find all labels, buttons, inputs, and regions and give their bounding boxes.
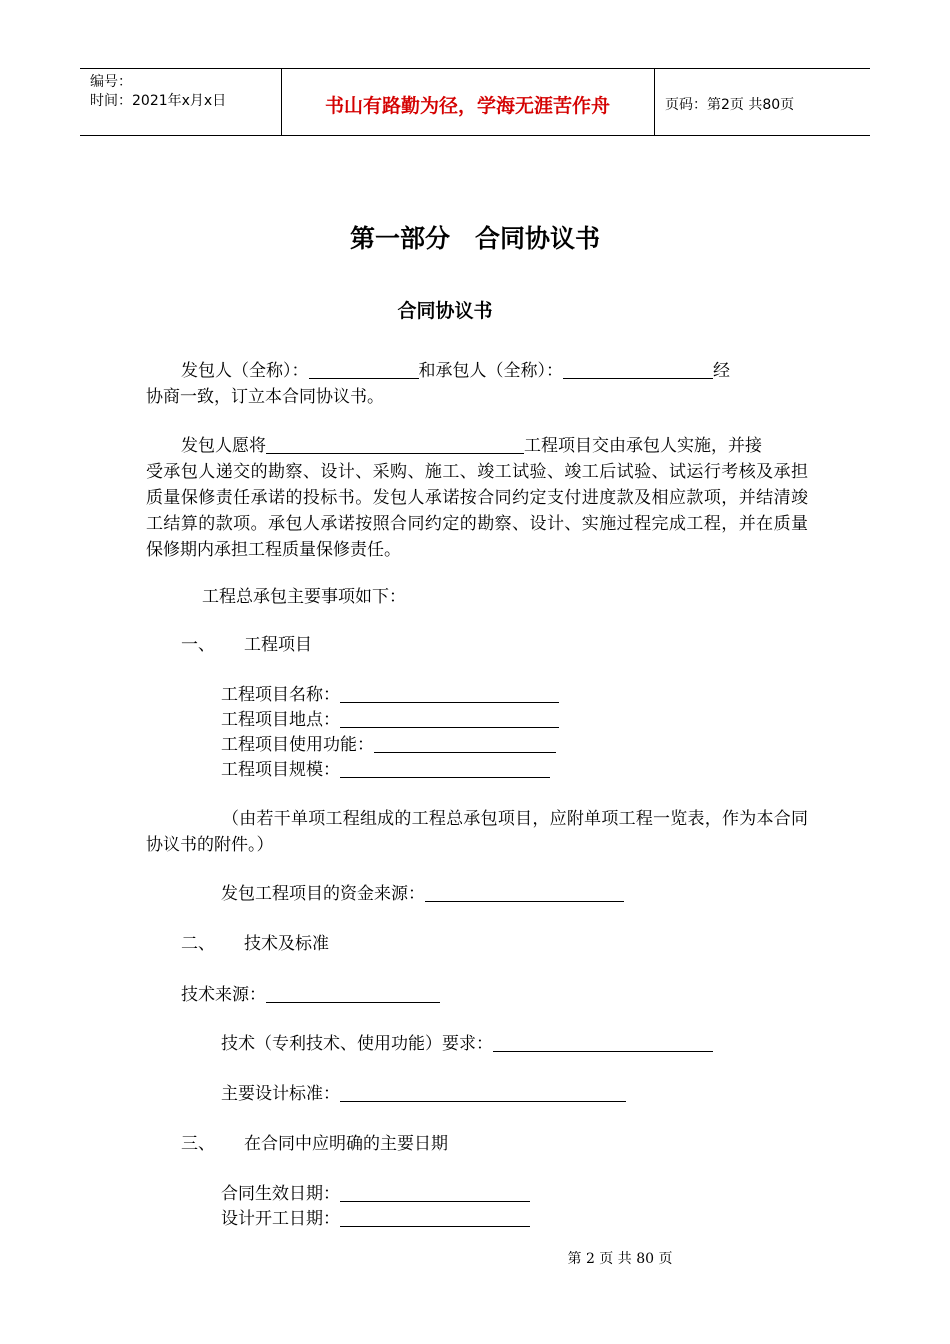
field-blank — [340, 684, 559, 703]
header-motto: 书山有路勤为径，学海无涯苦作舟 — [324, 95, 610, 117]
section2-title: 技术及标准 — [244, 934, 329, 954]
contractor-name-blank — [563, 360, 713, 379]
client-name-label: 发包人（全称）： — [181, 361, 309, 381]
para1-tail: 经 — [713, 361, 730, 381]
field-blank — [425, 883, 624, 902]
field-label: 发包工程项目的资金来源： — [221, 884, 425, 904]
page-footer: 第 2 页 共 80 页 — [567, 1251, 673, 1267]
header-bottom-border — [80, 135, 870, 136]
field-label: 工程项目使用功能： — [221, 735, 374, 755]
project-function-field — [221, 732, 556, 758]
field-label: 技术来源： — [181, 985, 266, 1005]
field-blank — [493, 1033, 713, 1052]
design-standard-field — [221, 1081, 626, 1107]
field-label: 工程项目规模： — [221, 760, 340, 780]
header-top-border — [80, 68, 870, 69]
project-location-field — [221, 707, 559, 733]
para2-line1-tail: 工程项目交由承包人实施，并接 — [524, 436, 762, 456]
section3-title: 在合同中应明确的主要日期 — [244, 1134, 448, 1154]
page-title: 第一部分 合同协议书 — [349, 224, 600, 253]
project-handover-label: 发包人愿将 — [181, 436, 266, 456]
section1-note: （由若干单项工程组成的工程总承包项目，应附单项工程一览表，作为本合同协议书的附件。） — [146, 809, 808, 855]
design-start-date-field — [221, 1206, 530, 1232]
field-blank — [374, 734, 556, 753]
document-time-label: 时间：2021年x月x日 — [90, 93, 227, 109]
para1-line2: 协商一致，订立本合同协议书。 — [146, 387, 384, 407]
para1-line1 — [181, 358, 730, 384]
field-blank — [340, 1208, 530, 1227]
section1-title: 工程项目 — [244, 635, 312, 655]
field-label: 工程项目名称： — [221, 685, 340, 705]
para2-line1 — [181, 433, 762, 459]
section2-number: 二、 — [181, 934, 215, 954]
field-blank — [340, 1183, 530, 1202]
header-divider-right — [654, 68, 655, 135]
header-page-info: 页码：第2页 共80页 — [665, 97, 795, 113]
contract-effective-date-field — [221, 1181, 530, 1207]
project-scale-field — [221, 757, 550, 783]
tech-requirement-field — [221, 1031, 713, 1057]
field-label: 设计开工日期： — [221, 1209, 340, 1229]
client-name-blank — [309, 360, 419, 379]
contractor-name-label: 和承包人（全称）： — [418, 361, 563, 381]
section1-number: 一、 — [181, 635, 215, 655]
tech-source-field — [181, 982, 440, 1008]
project-name-field — [221, 682, 559, 708]
fund-source-field — [221, 881, 624, 907]
page-subtitle: 合同协议书 — [397, 300, 493, 322]
field-label: 合同生效日期： — [221, 1184, 340, 1204]
para2-body: 受承包人递交的勘察、设计、采购、施工、竣工试验、竣工后试验、试运行考核及承担质量保修责任承诺的投标书。发包人承诺按合同约定支付进度款及相应款项，并结清竣工结算的款项。承包人承诺按照合同约定的勘察、设计、实施过程完成工程，并在质量保修期内承担工程质量保修责任。 — [146, 462, 808, 560]
field-blank — [340, 759, 550, 778]
section3-number: 三、 — [181, 1134, 215, 1154]
field-label: 技术（专利技术、使用功能）要求： — [221, 1034, 493, 1054]
project-name-blank — [266, 435, 524, 454]
field-blank — [340, 709, 559, 728]
main-items-intro: 工程总承包主要事项如下： — [202, 587, 406, 607]
field-blank — [340, 1083, 626, 1102]
field-label: 工程项目地点： — [221, 710, 340, 730]
field-label: 主要设计标准： — [221, 1084, 340, 1104]
document-number-label: 编号： — [90, 74, 132, 90]
field-blank — [266, 984, 440, 1003]
